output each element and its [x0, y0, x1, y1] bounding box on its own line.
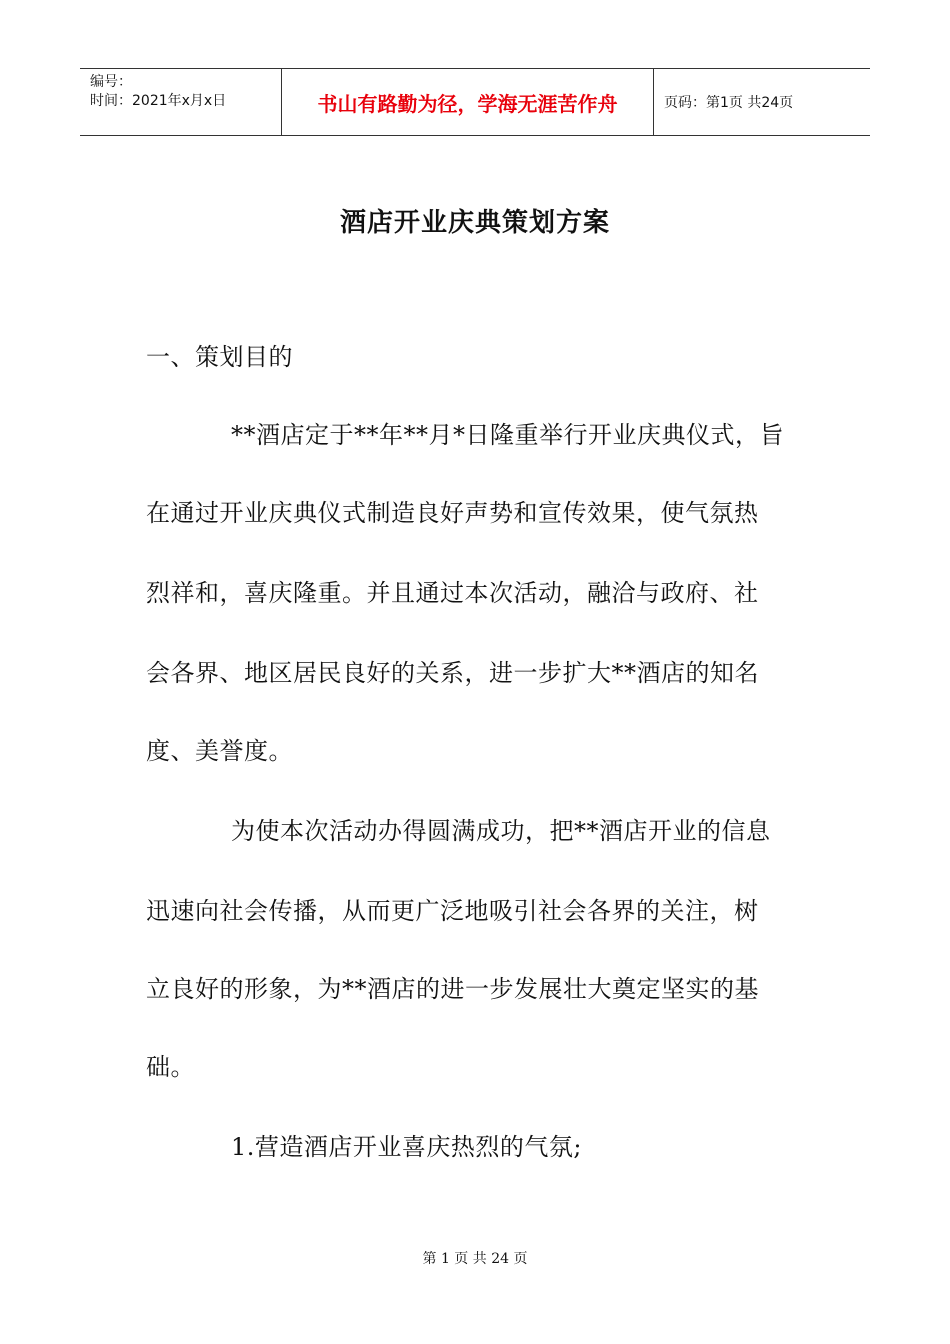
- section-heading: 一、策划目的: [146, 343, 293, 371]
- header-motto: 书山有路勤为径，学海无涯苦作舟: [282, 69, 654, 135]
- paragraph-line: 迅速向社会传播，从而更广泛地吸引社会各界的关注，树: [146, 897, 759, 925]
- header-page-info: 页码：第1页 共24页: [664, 95, 794, 111]
- paragraph-line: 立良好的形象，为**酒店的进一步发展壮大奠定坚实的基: [146, 975, 759, 1003]
- paragraph-line: 在通过开业庆典仪式制造良好声势和宣传效果，使气氛热: [146, 499, 759, 527]
- list-item: 1.营造酒店开业喜庆热烈的气氛;: [231, 1133, 582, 1161]
- document-title: 酒店开业庆典策划方案: [339, 208, 610, 238]
- paragraph-line: 会各界、地区居民良好的关系，进一步扩大**酒店的知名: [146, 659, 759, 687]
- doc-date-label: 时间：2021年x月x日: [90, 93, 227, 109]
- doc-number-label: 编号：: [90, 74, 132, 90]
- paragraph-line: 为使本次活动办得圆满成功，把**酒店开业的信息: [231, 817, 771, 845]
- page-header: [80, 68, 870, 136]
- header-left-cell: [80, 69, 282, 135]
- paragraph-line: 度、美誉度。: [146, 737, 293, 765]
- paragraph-line: 烈祥和，喜庆隆重。并且通过本次活动，融洽与政府、社: [146, 579, 759, 607]
- page-footer: 第 1 页 共 24 页: [422, 1251, 528, 1267]
- paragraph-line: **酒店定于**年**月*日隆重举行开业庆典仪式，旨: [231, 421, 784, 449]
- paragraph-line: 础。: [146, 1053, 195, 1081]
